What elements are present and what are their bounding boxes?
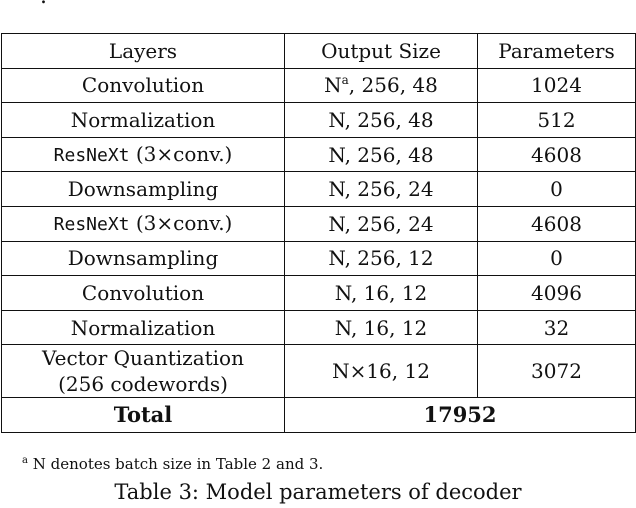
output-cell: N, 256, 24: [285, 172, 478, 207]
params-cell: 3072: [478, 345, 636, 398]
output-cell: N, 256, 24: [285, 206, 478, 241]
output-cell: N$^a$, 256, 48: [285, 68, 478, 103]
layer-cell: Normalization: [2, 310, 285, 345]
header-parameters: Parameters: [478, 34, 636, 69]
output-cell: N, 256, 12: [285, 241, 478, 276]
params-cell: 0: [478, 172, 636, 207]
footnote-mark: a: [22, 455, 28, 466]
params-cell: 1024: [478, 68, 636, 103]
footnote-marker: a: [341, 73, 349, 88]
layer-cell: Convolution: [2, 276, 285, 311]
table-footnote: [22, 455, 323, 473]
total-row: [2, 398, 636, 433]
parameters-table: [1, 33, 636, 433]
params-cell: 512: [478, 103, 636, 138]
table-header-row: [2, 34, 636, 69]
header-layers: Layers: [2, 34, 285, 69]
table-row: [2, 68, 636, 103]
layer-cell: [2, 206, 285, 241]
layer-cell: Downsampling: [2, 241, 285, 276]
layer-cell: [2, 137, 285, 172]
layer-line-2: (256 codewords): [58, 372, 228, 397]
layer-code: ResNeXt: [53, 144, 130, 166]
output-value: 256, 48: [361, 73, 438, 98]
layer-line-1: Vector Quantization: [42, 346, 244, 371]
layer-cell: [2, 345, 285, 398]
params-cell: 4608: [478, 206, 636, 241]
footnote-text: N denotes batch size in Table 2 and 3.: [32, 455, 324, 473]
params-cell: 0: [478, 241, 636, 276]
params-cell: 4608: [478, 137, 636, 172]
params-cell: 4096: [478, 276, 636, 311]
table-row: [2, 206, 636, 241]
layer-detail: (3×conv.): [135, 210, 233, 235]
table-row: [2, 345, 636, 398]
output-cell: N, 256, 48: [285, 137, 478, 172]
table-caption: Table 3: Model parameters of decoder: [114, 480, 522, 504]
header-output-size: Output Size: [285, 34, 478, 69]
table-row: [2, 241, 636, 276]
layer-code: ResNeXt: [53, 213, 130, 235]
table-row: [2, 310, 636, 345]
table-row: [2, 103, 636, 138]
layer-detail: (3×conv.): [135, 141, 233, 166]
layer-cell: Normalization: [2, 103, 285, 138]
layer-cell: Downsampling: [2, 172, 285, 207]
table-row: [2, 172, 636, 207]
output-cell: N, 256, 48: [285, 103, 478, 138]
params-cell: 32: [478, 310, 636, 345]
output-cell: N, 16, 12: [285, 276, 478, 311]
output-prefix: N: [324, 73, 342, 98]
output-cell: N×16, 12: [285, 345, 478, 398]
layer-cell: Convolution: [2, 68, 285, 103]
clipped-text-above: [0, 0, 636, 22]
total-value: 17952: [285, 398, 636, 433]
table-row: [2, 137, 636, 172]
output-cell: N, 16, 12: [285, 310, 478, 345]
total-label: Total: [2, 398, 285, 433]
table-row: [2, 276, 636, 311]
